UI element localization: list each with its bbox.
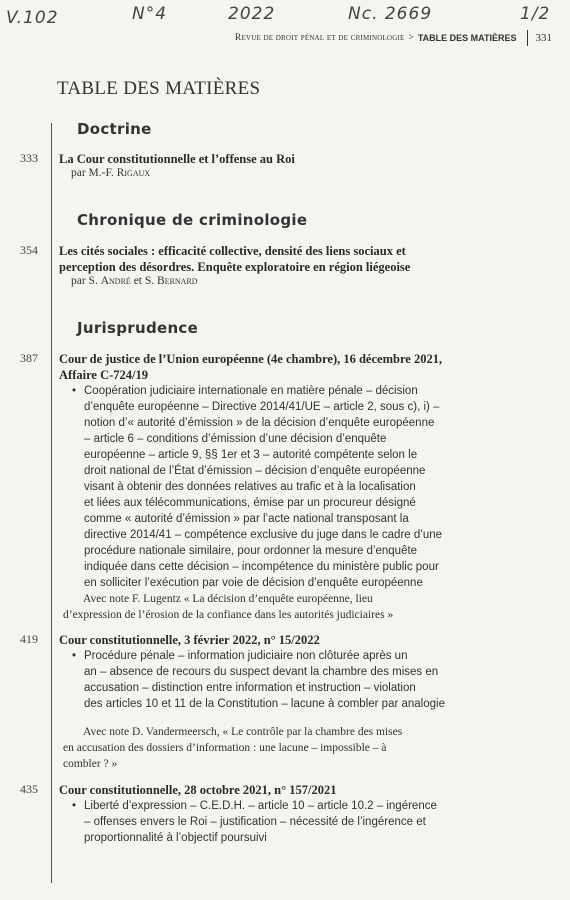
journal-name: Revue de droit pénal et de criminologie <box>234 33 405 43</box>
bullet-line: – offenses envers le Roi – justification – nécessité de l’ingérence et <box>84 816 426 828</box>
bullet-line: notion d’« autorité d’émission » de la décision d’enquête européenne <box>84 417 435 429</box>
note-line: combler ? » <box>63 758 118 770</box>
bullet-symbol: • <box>72 800 77 812</box>
handwritten-part: 1/2 <box>520 4 551 24</box>
bullet-line: européenne – article 9, §§ 1er et 3 – autorité compétente selon le <box>84 449 418 461</box>
bullet-line: Coopération judiciaire internationale en matière pénale – décision <box>84 385 418 397</box>
bullet-line: proportionnalité à l’objectif poursuivi <box>84 832 267 844</box>
bullet-line: procédure nationale similaire, pour ordonner la mesure d’enquête <box>84 545 418 557</box>
page-title: TABLE DES MATIÈRES <box>57 78 261 99</box>
entry-page-number: 354 <box>20 243 38 257</box>
entry-title-line: Les cités sociales : efficacité collective, densité des liens sociaux et <box>59 244 406 258</box>
bullet-line: et liées aux télécommunications, émise par un procureur désigné <box>84 497 416 509</box>
bullet-line: des articles 10 et 11 de la Constitution – lacune à combler par analogie <box>84 698 445 710</box>
handwritten-year: 2022 <box>228 4 276 24</box>
running-header <box>235 30 552 46</box>
entry-title: Cour constitutionnelle, 3 février 2022, n° 15/2022 <box>59 633 320 647</box>
author-name: Bernard <box>157 275 198 287</box>
bullet-symbol: • <box>72 650 77 662</box>
entry-author <box>71 275 198 287</box>
handwritten-reference: Nc. 2669 <box>348 4 433 24</box>
bullet-line: visant à obtenir des données relatives au trafic et à la localisation <box>84 481 416 493</box>
entry-title: Cour constitutionnelle, 28 octobre 2021, n° 157/2021 <box>59 783 337 797</box>
author-prefix: par S. <box>71 275 101 287</box>
bullet-line: accusation – distinction entre information et instruction – violation <box>84 682 416 694</box>
bullet-line: comme « autorité d’émission » par l’acte national transposant la <box>84 513 409 525</box>
entry-title-line: perception des désordres. Enquête exploratoire en région liégeoise <box>59 260 411 274</box>
entry-title-line: Cour de justice de l’Union européenne (4e chambre), 16 décembre 2021, <box>59 352 443 366</box>
entry-page-number: 333 <box>20 151 38 165</box>
margin-rule <box>51 123 52 883</box>
bullet-line: Liberté d’expression – C.E.D.H. – article 10 – article 10.2 – ingérence <box>84 800 437 812</box>
bullet-line: directive 2014/41 – compétence exclusive du juge dans le cadre d’une <box>84 529 443 541</box>
section-heading-jurisprudence: Jurisprudence <box>77 319 199 337</box>
summary-bullet <box>72 798 498 846</box>
entry-page-number: 419 <box>20 632 38 646</box>
bullet-line: en solliciter l’exécution par voie de décision d’enquête européenne <box>84 577 423 589</box>
note-line: Avec note D. Vandermeersch, « Le contrôle par la chambre des mises <box>83 726 403 738</box>
author-joiner: et S. <box>130 275 158 287</box>
bullet-line: an – absence de recours du suspect devant la chambre des mises en <box>84 666 439 678</box>
entry-page-number: 435 <box>20 782 38 796</box>
handwritten-number: N°4 <box>132 4 168 24</box>
section-heading-chronique: Chronique de criminologie <box>77 211 308 229</box>
summary-bullet <box>72 383 498 591</box>
author-prefix: par M.-F. <box>71 167 117 179</box>
header-separator: > <box>408 33 414 43</box>
page-number: 331 <box>527 30 553 46</box>
note-line: d’expression de l’érosion de la confiance dans les autorités judiciaires » <box>63 609 394 621</box>
bullet-line: Procédure pénale – information judiciaire non clôturée après un <box>84 650 408 662</box>
bullet-line: droit national de l’État d’émission – décision d’enquête européenne <box>84 465 426 477</box>
bullet-line: indiquée dans cette décision – incompétence du ministère public pour <box>84 561 439 573</box>
section-heading-doctrine: Doctrine <box>77 120 152 138</box>
note-line: en accusation des dossiers d’information : une lacune – impossible – à <box>63 742 387 754</box>
bullet-line: d’enquête européenne – Directive 2014/41/UE – article 2, sous c), i) – <box>84 401 440 413</box>
bullet-line: – article 6 – conditions d’émission d’une décision d’enquête <box>84 433 387 445</box>
author-name: André <box>100 275 131 287</box>
note-line: Avec note F. Lugentz « La décision d’enquête européenne, lieu <box>83 593 373 605</box>
summary-bullet <box>72 648 498 712</box>
entry-title-line: Affaire C-724/19 <box>59 368 148 382</box>
entry-page-number: 387 <box>20 351 38 365</box>
header-section: TABLE DES MATIÈRES <box>417 33 517 43</box>
entry-author <box>71 167 150 179</box>
entry-note <box>63 591 503 623</box>
entry-title: La Cour constitutionnelle et l’offense au Roi <box>59 152 295 166</box>
handwritten-volume: V.102 <box>6 8 59 28</box>
entry-note <box>63 724 503 772</box>
author-name: Rigaux <box>116 167 151 179</box>
bullet-symbol: • <box>72 385 77 397</box>
